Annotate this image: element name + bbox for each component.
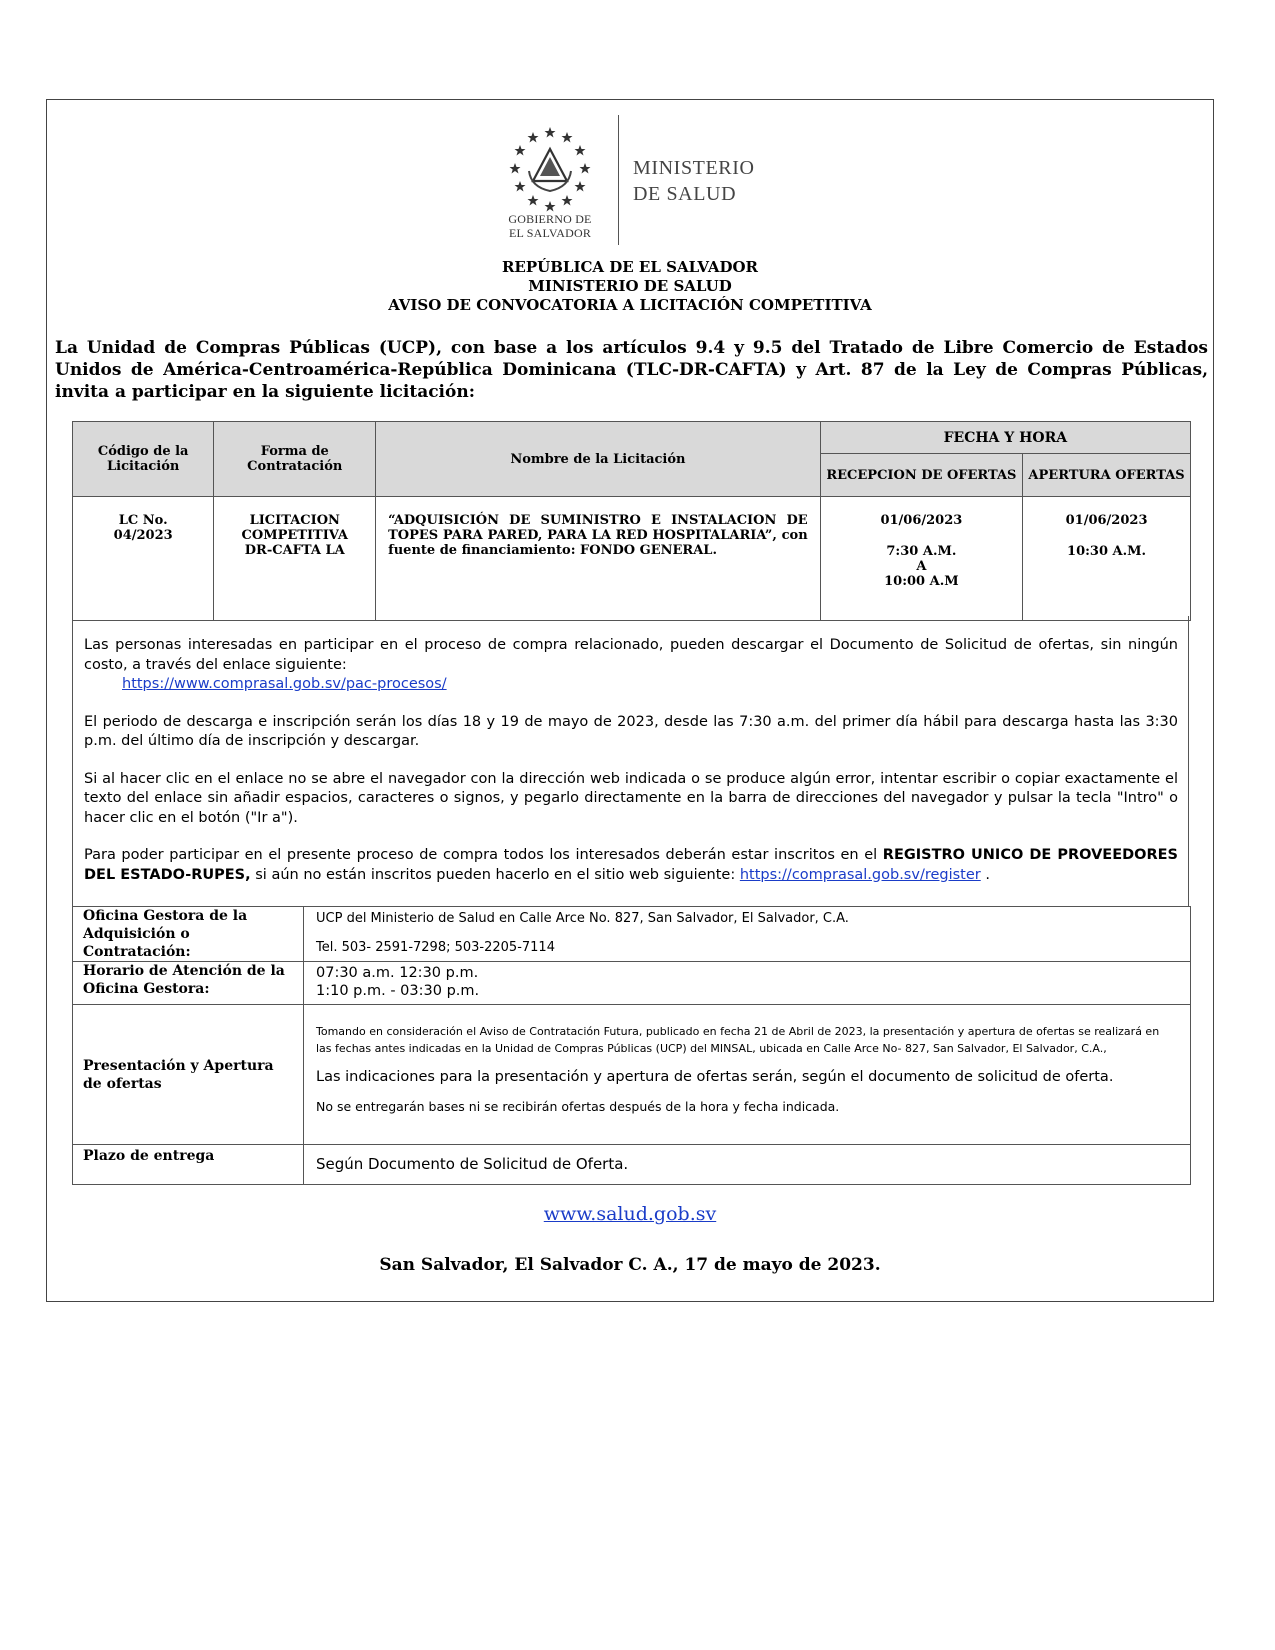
cell-apertura — [1023, 497, 1191, 621]
info-p4-start: Para poder participar en el presente proceso de compra todos los interesados deberán estar inscritos en el — [84, 847, 883, 863]
recepcion-fecha: 01/06/2023 — [880, 513, 963, 528]
horario-line2: 1:10 p.m. - 03:30 p.m. — [316, 983, 480, 999]
comprasal-procesos-link[interactable]: https://www.comprasal.gob.sv/pac-procesos/ — [122, 676, 447, 692]
presentacion-value — [304, 1005, 1191, 1145]
cell-codigo — [73, 497, 214, 621]
horario-line1: 07:30 a.m. 12:30 p.m. — [316, 965, 479, 981]
cell-nombre: “ADQUISICIÓN DE SUMINISTRO E INSTALACION DE TOPES PARA PARED, PARA LA RED HOSPITALARIA”, con fuente de financiamiento: FONDO GENERAL. — [376, 497, 821, 621]
cell-recepcion — [820, 497, 1022, 621]
plazo-value: Según Documento de Solicitud de Oferta. — [304, 1145, 1191, 1185]
header-codigo: Código de la Licitación — [73, 422, 214, 497]
header-line1: REPÚBLICA DE EL SALVADOR — [501, 258, 759, 276]
salud-website-link[interactable]: www.salud.gob.sv — [543, 1203, 717, 1225]
info-link1-wrap — [84, 675, 1178, 695]
oficina-tel: Tel. 503- 2591-7298; 503-2205-7114 — [316, 940, 555, 955]
header-forma: Forma de Contratación — [214, 422, 376, 497]
ministry-logo — [505, 115, 785, 245]
intro-paragraph: La Unidad de Compras Públicas (UCP), con base a los artículos 9.4 y 9.5 del Tratado de Libre Comercio de Estados Unidos de América-Centroamérica-República Dominicana (TLC-DR-CAFTA) y Art. 87 de la Ley de Compras Públicas, invita a participar en la siguiente licitación: — [55, 338, 1208, 402]
plazo-label: Plazo de entrega — [73, 1145, 304, 1185]
presentacion-p1: Tomando en consideración el Aviso de Contratación Futura, publicado en fecha 21 de Abril de 2023, la presentación y apertura de ofertas se realizará en las fechas antes indicadas en la Unidad de Compras Públicas (UCP) del MINSAL, ubicada en Calle Arce No- 827, San Salvador, El Salvador, C.A., — [316, 1025, 1160, 1055]
gov-line1: GOBIERNO DE — [508, 212, 592, 226]
horario-label: Horario de Atención de la Oficina Gestora: — [73, 962, 304, 1005]
tender-table — [72, 421, 1191, 621]
header-recepcion: RECEPCION DE OFERTAS — [820, 454, 1022, 497]
header-nombre: Nombre de la Licitación — [376, 422, 821, 497]
presentacion-label: Presentación y Apertura de ofertas — [73, 1005, 304, 1145]
info-p1: Las personas interesadas en participar en el proceso de compra relacionado, pueden descargar el Documento de Solicitud de ofertas, sin ningún costo, a través del enlace siguiente: — [84, 637, 1178, 673]
codigo-line2: 04/2023 — [113, 528, 173, 543]
info-p4-end: . — [980, 866, 990, 883]
cell-forma — [214, 497, 376, 621]
forma-line2: COMPETITIVA — [241, 528, 348, 543]
apertura-fecha: 01/06/2023 — [1065, 513, 1148, 528]
footer-website-wrap — [46, 1203, 1214, 1225]
rupes-bold: REGISTRO UNICO DE PROVEEDORES DEL ESTADO-RUPES, — [84, 847, 1178, 883]
recepcion-hora2: 10:00 A.M — [884, 574, 959, 589]
ministry-line1: MINISTERIO — [633, 157, 755, 179]
oficina-value — [304, 907, 1191, 962]
presentacion-p2: Las indicaciones para la presentación y apertura de ofertas serán, según el documento de solicitud de oferta. — [316, 1069, 1114, 1085]
date-line: San Salvador, El Salvador C. A., 17 de mayo de 2023. — [379, 1255, 881, 1275]
logo-divider — [618, 115, 619, 245]
presentacion-p3: No se entregarán bases ni se recibirán ofertas después de la hora y fecha indicada. — [316, 1099, 840, 1114]
oficina-address: UCP del Ministerio de Salud en Calle Arce No. 827, San Salvador, El Salvador, C.A. — [316, 911, 849, 926]
codigo-line1: LC No. — [118, 513, 168, 528]
info-p4 — [84, 846, 1178, 885]
ministry-line2: DE SALUD — [633, 183, 737, 205]
gov-line2: EL SALVADOR — [508, 226, 592, 240]
recepcion-a: A — [916, 559, 927, 574]
coat-of-arms-icon — [505, 125, 595, 220]
header-apertura: APERTURA OFERTAS — [1023, 454, 1191, 497]
info-p3: Si al hacer clic en el enlace no se abre el navegador con la dirección web indicada o se produce algún error, intentar escribir o copiar exactamente el texto del enlace sin añadir espacios, caracteres o signos, y pegarlo directamente en la barra de direcciones del navegador y pulsar la tecla "Intro" o hacer clic en el botón ("Ir a"). — [84, 770, 1178, 826]
details-table — [72, 906, 1191, 1185]
forma-line3: DR-CAFTA LA — [244, 543, 345, 558]
apertura-hora: 10:30 A.M. — [1067, 544, 1147, 559]
header-line3: AVISO DE CONVOCATORIA A LICITACIÓN COMPETITIVA — [388, 296, 872, 314]
header-fecha-hora: FECHA Y HORA — [820, 422, 1190, 454]
header-line2: MINISTERIO DE SALUD — [528, 277, 732, 295]
info-block — [72, 616, 1189, 906]
forma-line1: LICITACION — [249, 513, 340, 528]
recepcion-hora1: 7:30 A.M. — [886, 544, 957, 559]
horario-value — [304, 962, 1191, 1005]
comprasal-register-link[interactable]: https://comprasal.gob.sv/register — [739, 866, 981, 883]
oficina-label: Oficina Gestora de la Adquisición o Contratación: — [73, 907, 304, 962]
info-p2: El periodo de descarga e inscripción serán los días 18 y 19 de mayo de 2023, desde las 7:30 a.m. del primer día hábil para descarga hasta las 3:30 p.m. del último día de inscripción y descargar. — [84, 713, 1178, 749]
info-p4-mid: si aún no están inscritos pueden hacerlo en el sitio web siguiente: — [250, 866, 740, 883]
